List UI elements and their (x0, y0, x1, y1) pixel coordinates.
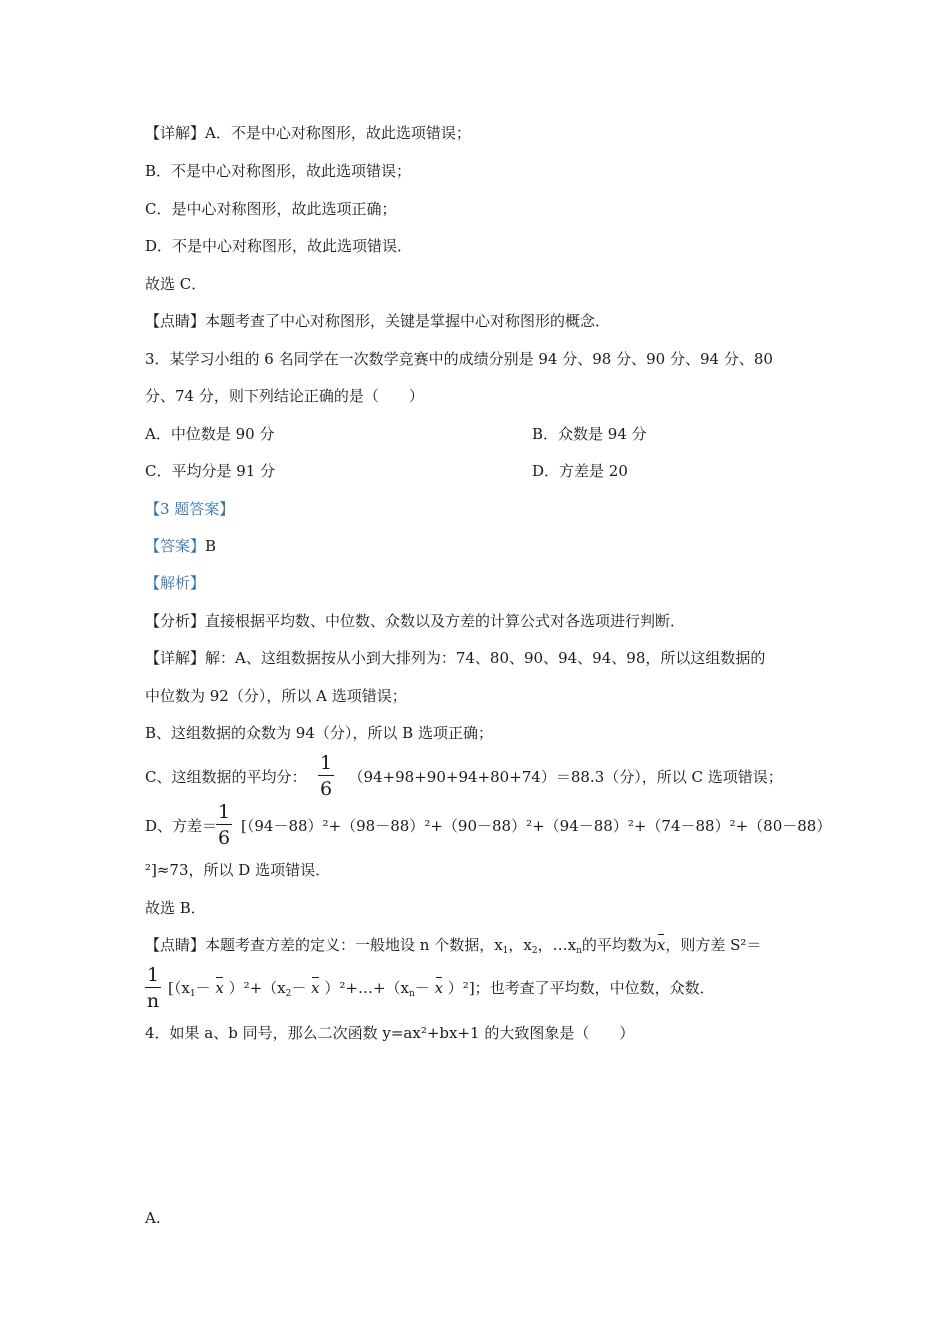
q2-detail-a: 【详解】A．不是中心对称图形，故此选项错误； (145, 124, 471, 142)
q3-stem-line1: 3．某学习小组的 6 名同学在一次数学竞赛中的成绩分别是 94 分、98 分、90 分、94 分、80 (145, 350, 773, 368)
q4-stem: 4．如果 a、b 同号，那么二次函数 y=ax²+bx+1 的大致图象是（ ） (145, 1024, 635, 1042)
q3-stem-line2: 分、74 分，则下列结论正确的是（ ） (145, 387, 424, 405)
variance-label: D、方差＝ (145, 817, 218, 835)
q3-detail-6: ²]≈73，所以 D 选项错误． (145, 861, 331, 879)
q3-option-c: C．平均分是 91 分 (145, 462, 276, 480)
q3-option-d: D．方差是 20 (532, 462, 628, 480)
q3-option-b: B．众数是 94 分 (532, 425, 647, 443)
q2-detail-b: B．不是中心对称图形，故此选项错误； (145, 162, 412, 180)
q3-fenxi: 【分析】直接根据平均数、中位数、众数以及方差的计算公式对各选项进行判断． (145, 612, 686, 630)
q3-detail-1: 【详解】解：A、这组数据按从小到大排列为：74、80、90、94、94、98，所以这组数据的 (145, 649, 766, 667)
fraction-one-sixth: $\frac{1}{6}$ (320, 752, 333, 800)
fraction-one-over-n: $\frac{1}{n}$ (146, 964, 160, 1012)
q3-comment-line1: 【点睛】本题考查方差的定义：一般地设 n 个数据，$x_1$，$x_2$，$\dots x_n$的平均数为x，则方差 S²＝ (145, 936, 762, 956)
fraction-one-sixth-variance: $\frac{1}{6}$ (218, 801, 231, 849)
q2-detail-d: D．不是中心对称图形，故此选项错误． (145, 237, 413, 255)
q2-comment: 【点睛】本题考查了中心对称图形，关键是掌握中心对称图形的概念． (145, 312, 611, 330)
q3-detail-3: B、这组数据的众数为 94（分），所以 B 选项正确； (145, 724, 493, 742)
x-bar-symbol: x (656, 936, 666, 954)
q3-answer (145, 536, 216, 556)
q3-detail-2: 中位数为 92（分），所以 A 选项错误； (145, 687, 407, 705)
q3-answer-heading: 【3 题答案】 (145, 500, 235, 518)
answer-value: B (205, 537, 217, 555)
q3-detail-4 (145, 767, 783, 787)
q2-detail-c: C．是中心对称图形，故此选项正确； (145, 200, 397, 218)
q3-detail-5 (145, 816, 831, 836)
q4-option-a: A. (145, 1209, 161, 1227)
q3-conclusion: 故选 B． (145, 899, 206, 917)
q3-option-a: A．中位数是 90 分 (145, 425, 275, 443)
variance-expression: [（94－88）²+（98－88）²+（90－88）²+（94－88）²+（74－88）²+（80－88） (241, 817, 832, 835)
answer-tag: 【答案】 (145, 537, 206, 555)
q2-conclusion: 故选 C． (145, 275, 207, 293)
mean-label: C、这组数据的平均分： (145, 768, 307, 786)
q3-comment-line2: [（$x_1- x$ ）$^2+(x_2- x$ ）$^2+\dots+(x_n- x$ ）²]；也考查了平均数，中位数，众数． (168, 979, 715, 999)
mean-expression: （94+98+90+94+80+74）＝88.3（分），所以 C 选项错误； (348, 768, 783, 786)
q3-analysis-tag: 【解析】 (145, 574, 206, 592)
